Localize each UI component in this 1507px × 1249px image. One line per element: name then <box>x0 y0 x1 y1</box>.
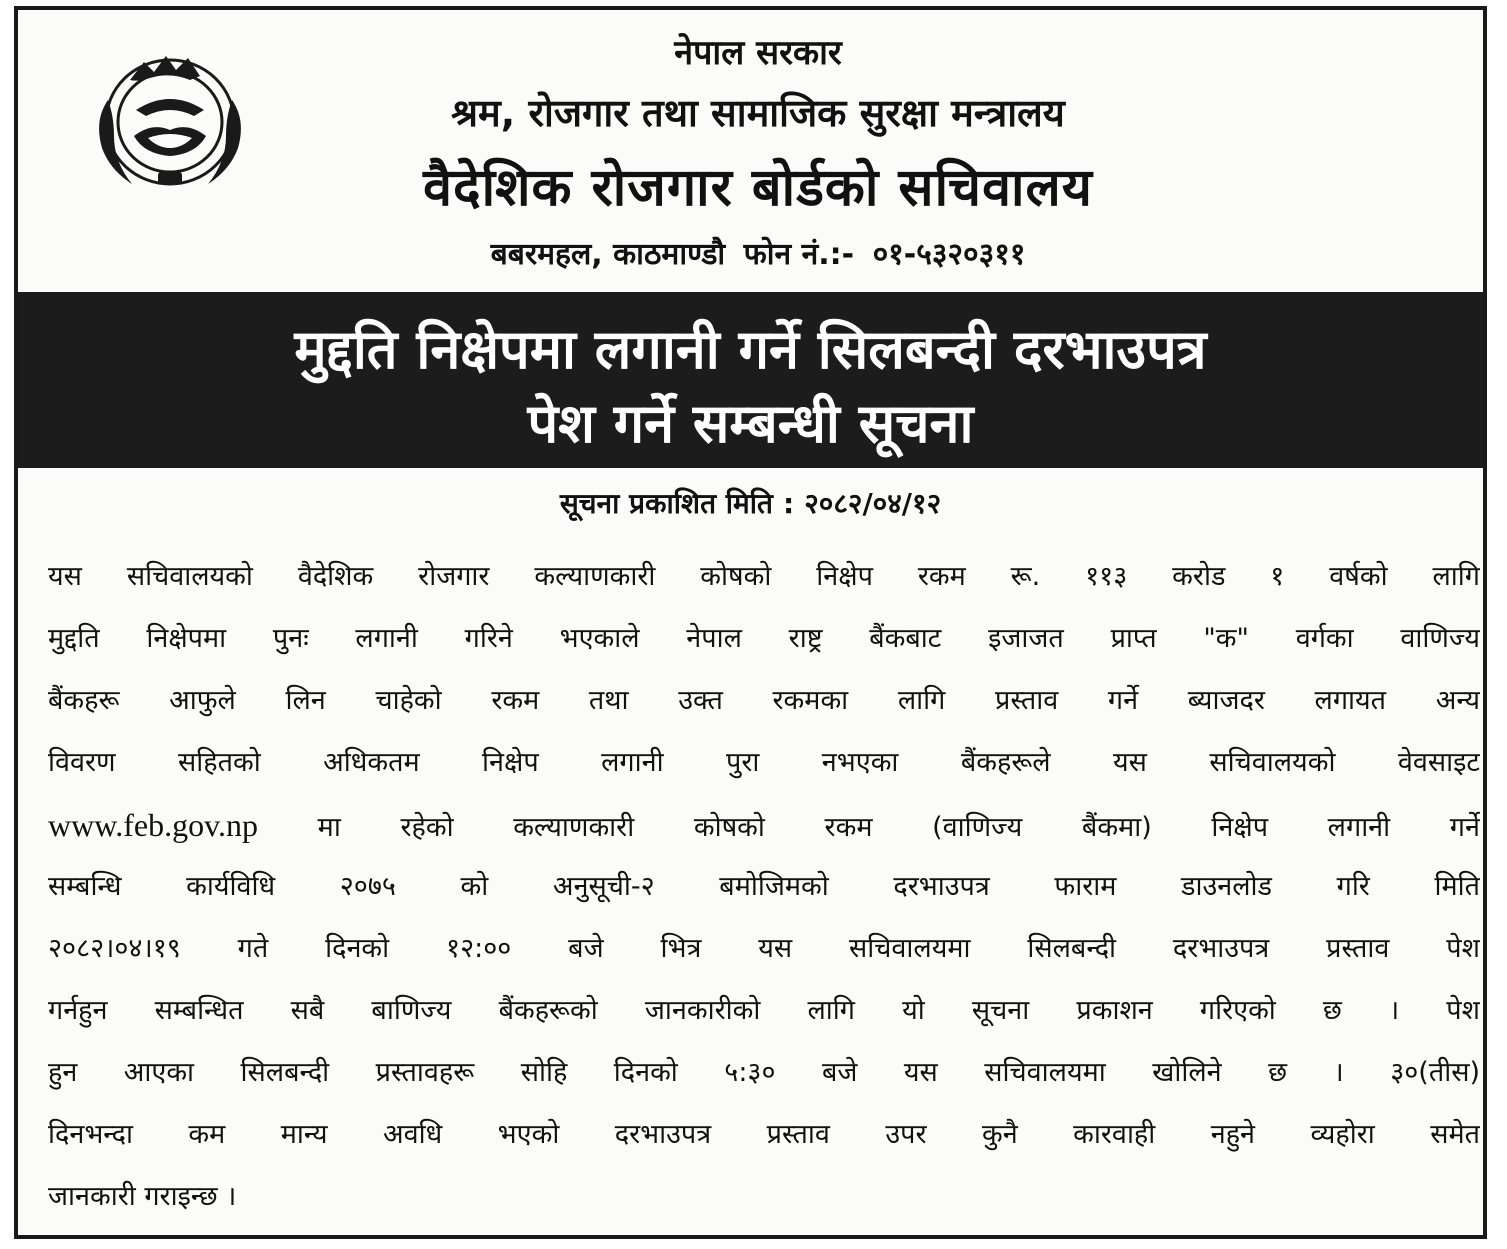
body-line-4: विवरण सहितको अधिकतम निक्षेप लगानी पुरा नभएका बैंकहरूले यस सचिवालयको वेवसाइट <box>48 747 1480 778</box>
body-line-5-text: मा रहेको कल्याणकारी कोषको रकम (वाणिज्य बैंकमा) निक्षेप लगानी गर्ने <box>317 812 1480 843</box>
address-line <box>168 232 1348 273</box>
body-line-8: गर्नहुन सम्बन्धित सबै बाणिज्य बैंकहरूको जानकारीको लागि यो सूचना प्रकाशन गरिएको छ । पेश <box>48 995 1480 1026</box>
title-band <box>18 292 1483 468</box>
website-link[interactable]: www.feb.gov.np <box>48 807 259 843</box>
publication-date <box>18 484 1483 522</box>
address: बबरमहल, काठमाण्डौ <box>490 237 726 272</box>
body-line-9: हुन आएका सिलबन्दी प्रस्तावहरू सोहि दिनको ५:३० बजे यस सचिवालयमा खोलिने छ । ३०(तीस) <box>48 1057 1480 1088</box>
body-line-2: मुद्दति निक्षेपमा पुनः लगानी गरिने भएकाले नेपाल राष्ट्र बैंकबाट इजाजत प्राप्त "क" वर्गका वाणिज्य <box>48 623 1480 654</box>
phone-label: फोन नं.:- <box>743 237 855 272</box>
body-line-7: २०८२।०४।१९ गते दिनको १२:०० बजे भित्र यस सचिवालयमा सिलबन्दी दरभाउपत्र प्रस्ताव पेश <box>48 933 1480 964</box>
phone-number: ०१-५३२०३११ <box>872 237 1026 272</box>
notice-body <box>48 546 1480 1228</box>
notice-frame <box>14 6 1487 1239</box>
body-line-11: जानकारी गराइन्छ । <box>48 1181 237 1212</box>
publication-date-label: सूचना प्रकाशित मिति <box>559 487 773 520</box>
ministry-name: श्रम, रोजगार तथा सामाजिक सुरक्षा मन्त्रालय <box>451 91 1065 135</box>
body-line-5 <box>48 794 1480 856</box>
body-line-6: सम्बन्धि कार्यविधि २०७५ को अनुसूची-२ बमोजिमको दरभाउपत्र फाराम डाउनलोड गरि मिति <box>48 871 1480 902</box>
notice-title-line-1: मुद्दति निक्षेपमा लगानी गर्ने सिलबन्दी दरभाउपत्र <box>294 318 1207 381</box>
publication-date-value: २०८२/०४/१२ <box>804 487 942 520</box>
body-line-1: यस सचिवालयको वैदेशिक रोजगार कल्याणकारी कोषको निक्षेप रकम रू. ११३ करोड १ वर्षको लागि <box>48 561 1480 592</box>
board-name: वैदेशिक रोजगार बोर्डको सचिवालय <box>423 158 1093 218</box>
notice-title-line-2: पेश गर्ने सम्बन्धी सूचना <box>527 392 974 455</box>
body-line-3: बैंकहरू आफुले लिन चाहेको रकम तथा उक्त रकमका लागि प्रस्ताव गर्ने ब्याजदर लगायत अन्य <box>48 685 1480 716</box>
body-line-10: दिनभन्दा कम मान्य अवधि भएको दरभाउपत्र प्रस्ताव उपर कुनै कारवाही नहुने व्यहोरा समेत <box>48 1119 1480 1150</box>
publication-date-separator: : <box>783 487 795 520</box>
government-name: नेपाल सरकार <box>674 33 842 73</box>
